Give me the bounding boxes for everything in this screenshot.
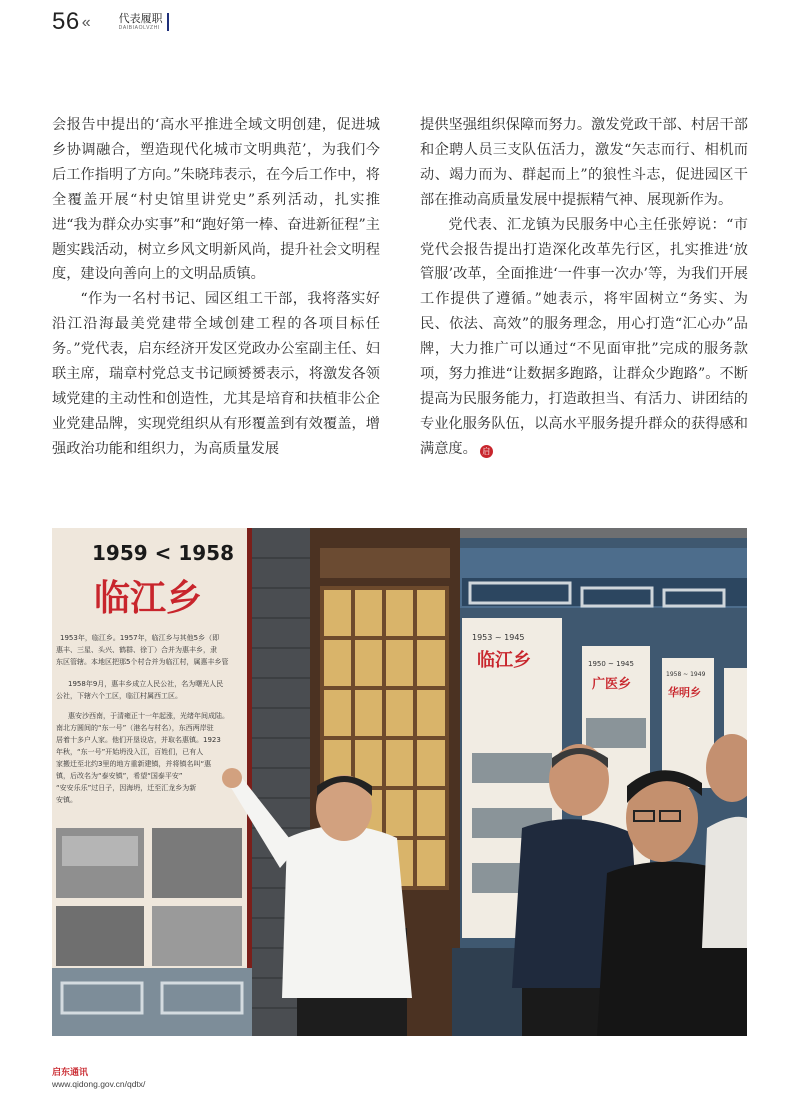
article-column-left xyxy=(52,113,380,462)
paragraph xyxy=(420,213,748,462)
page-header xyxy=(52,8,169,36)
board-line: 1958年9月，惠丰乡成立人民公社，名为曙光人民 xyxy=(68,680,224,688)
board-line: 东区管辖。本地区把那5个村合并为临江村，属惠丰乡管 xyxy=(56,658,229,666)
board-line: 家搬迁至北约3里的地方重新建镇，并将镇名叫“惠 xyxy=(56,760,212,768)
page-footer xyxy=(52,1068,145,1089)
side-board-years: 1950 ~ 1945 xyxy=(588,660,634,668)
board-line: 南北方圆间的“东一号”（港名与村名），东西两岸驻 xyxy=(56,724,214,732)
board-title: 临江乡 xyxy=(94,578,203,619)
side-board-years: 1953 ~ 1945 xyxy=(472,633,525,642)
board-line: 惠安沙西南，于清雍正十一年起涨，光绪年间成陆。 xyxy=(68,712,229,720)
board-line: 1953年，临江乡。1957年，临江乡与其他5乡（即 xyxy=(60,634,220,642)
board-line: 惠丰、三星、头兴、鹤群、徐丁）合并为惠丰乡，隶 xyxy=(56,646,217,654)
end-mark-icon: 启 xyxy=(480,445,493,458)
chevron-icon: « xyxy=(81,14,91,31)
section-subtitle: DAIBIAOLVZHI xyxy=(118,25,160,31)
board-line: “安安乐乐”过日子，因海坍，迁至汇龙乡为新 xyxy=(56,784,197,792)
side-board-title: 临江乡 xyxy=(477,650,531,671)
website-link[interactable]: www.qidong.gov.cn/qdtx/ xyxy=(52,1078,146,1089)
magazine-title: 启东通讯 xyxy=(52,1068,89,1078)
paragraph: 会报告中提出的‘高水平推进全域文明创建，促进城乡协调融合，塑造现代化城市文明典范’，为我们今后工作指明了方向。”朱晓玮表示，在今后工作中，将全覆盖开展“村史馆里讲党史”系列活动，扎实推进“我为群众办实事”和“跑好第一棒、奋进新征程”主题实践活动，树立乡风文明新风尚，提升社会文明程度，建设向善向上的文明品质镇。 xyxy=(52,117,380,283)
board-line: 年秋，“东一号”开始坍没入江，百姓们，已有人 xyxy=(56,748,204,756)
section-title: 代表履职 xyxy=(118,12,163,25)
side-board-title: 华明乡 xyxy=(668,686,701,699)
board-line: 镇，后改名为“泰安镇”，希望“国泰平安” xyxy=(56,772,183,780)
board-line: 安镇。 xyxy=(56,796,77,804)
board-years: 1959 < 1958 xyxy=(92,541,235,565)
side-board-years: 1958 ~ 1949 xyxy=(666,671,706,678)
section-divider xyxy=(167,13,169,31)
paragraph: “作为一名村书记、园区组工干部，我将落实好沿江沿海最美党建带全域创建工程的各项目标任务。”党代表，启东经济开发区党政办公室副主任、妇联主席，瑞章村党总支书记顾赟赟表示，将激发各领域党建的主动性和创造性，尤其是培育和扶植非公企业党建品牌，实现党组织从有形覆盖到有效覆盖，增强政治功能和组织力，为高质量发展 xyxy=(52,291,380,457)
article-photo xyxy=(52,528,747,1036)
board-line: 居着十多户人家。他们开垦设店，并取名惠镇。1923 xyxy=(56,736,221,744)
side-board-title: 广医乡 xyxy=(592,677,632,692)
person-right xyxy=(702,734,747,948)
photo-illustration xyxy=(52,528,747,1036)
page-number: 56 xyxy=(52,8,80,35)
section-label xyxy=(119,13,163,31)
article-column-right xyxy=(420,113,748,462)
paragraph-text: 党代表、汇龙镇为民服务中心主任张婷说：“市党代会报告提出打造深化改革先行区，扎实推进‘放管服’改革，全面推进‘一件事一次办’等，为我们开展工作提供了遵循。”她表示，将牢固树立“务实、为民、依法、高效”的服务理念，用心打造“汇心办”品牌，大力推广可以通过“不见面审批”完成的服务款项，努力推进“让数据多跑路，让群众少跑路”。不断提高为民服务能力，打造敢担当、有活力、讲团结的专业化服务队伍，以高水平服务提升群众的获得感和满意度。 xyxy=(420,216,748,457)
board-line: 公社，下辖六个工区，临江村属西工区。 xyxy=(56,692,182,700)
paragraph: 提供坚强组织保障而努力。激发党政干部、村居干部和企聘人员三支队伍活力，激发“矢志而行、相机而动、竭力而为、群起而上”的狼性斗志，促进园区干部在推动高质量发展中提振精气神、展现新作为。 xyxy=(420,117,748,208)
